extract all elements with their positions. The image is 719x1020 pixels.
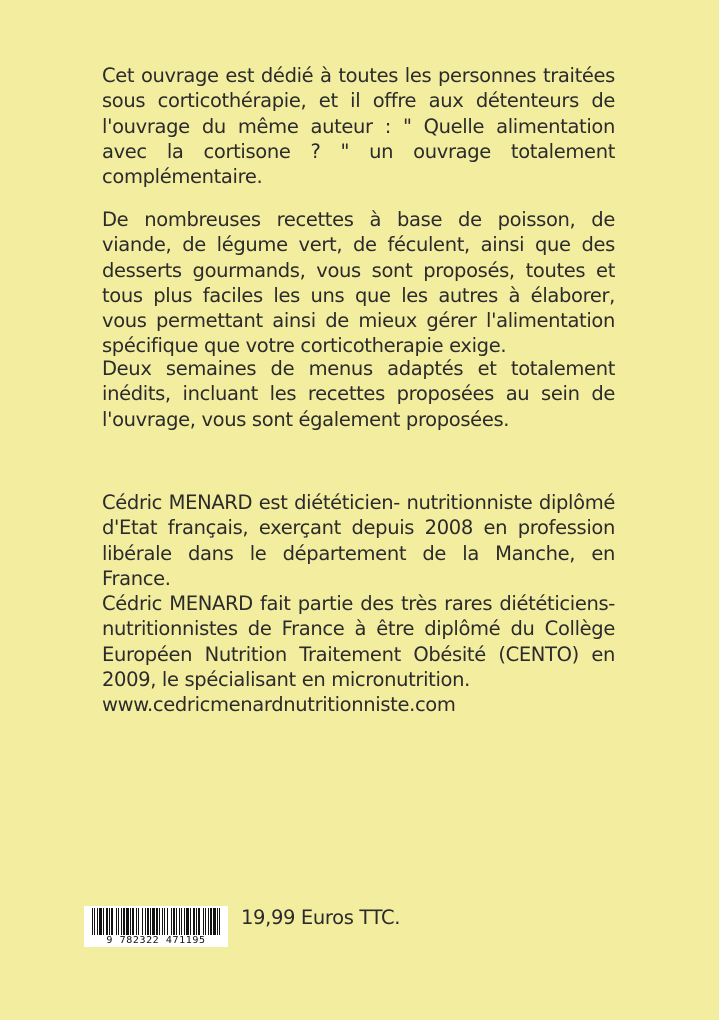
barcode-bar — [171, 908, 172, 935]
barcode-bar — [193, 908, 195, 935]
barcode-bar — [196, 908, 197, 935]
barcode-bar — [213, 908, 216, 935]
barcode-bar — [159, 908, 160, 935]
author-website: www.cedricmenardnutritionniste.com — [102, 693, 456, 717]
barcode-bar — [181, 908, 182, 935]
barcode-bar — [126, 908, 129, 935]
barcode-bar — [150, 908, 151, 935]
barcode-bar — [97, 908, 98, 935]
barcode-bar — [184, 908, 185, 935]
barcode-bar — [142, 908, 143, 935]
barcode-bar — [156, 908, 158, 935]
description-paragraph-3: Deux semaines de menus adaptés et totalement inédits, incluant les recettes proposées au sein de l'ouvrage, vous sont également proposées. — [102, 357, 615, 431]
isbn-number: 9 782322 471195 — [106, 935, 206, 946]
description-paragraph-2: De nombreuses recettes à base de poisson, de viande, de légume vert, de féculent, ainsi que des desserts gourmands, vous sont proposés, toutes et tous plus faciles les uns que les autres à élaborer, vous permettant ainsi de mieux gérer l'alimentation spécifique que votre corticotherapie exige. — [102, 208, 615, 358]
barcode-bar — [203, 908, 204, 935]
barcode-bar — [106, 908, 108, 935]
barcode-bar — [130, 908, 131, 935]
barcode-bar — [210, 908, 212, 935]
barcode-bar — [147, 908, 149, 935]
barcode-bar — [219, 908, 220, 935]
barcode-bar — [208, 908, 209, 935]
barcode-bar — [94, 908, 95, 935]
barcode-bar — [145, 908, 146, 935]
barcode-bar — [138, 908, 139, 935]
barcode-bar — [162, 908, 163, 935]
barcode-bar — [118, 908, 119, 935]
barcode-bar — [198, 908, 200, 935]
barcode-bar — [217, 908, 218, 935]
barcode-bar — [121, 908, 122, 935]
author-bio — [102, 490, 615, 718]
barcode-bars — [92, 908, 220, 935]
barcode-bar — [99, 908, 102, 935]
barcode-bar — [103, 908, 104, 935]
barcode-bar — [109, 908, 110, 935]
author-bio-line-1: Cédric MENARD est diététicien- nutritionniste diplômé d'Etat français, exerçant depuis 2008 en profession libérale dans le département de la Manche, en France. — [102, 491, 615, 590]
description-paragraph-1: Cet ouvrage est dédié à toutes les personnes traitées sous corticothérapie, et il offre aux détenteurs de l'ouvrage du même auteur : " Quelle alimentation avec la cortisone ? " un ouvrage totalement complémentaire. — [102, 64, 615, 189]
barcode-bar — [92, 908, 93, 935]
barcode-bar — [164, 908, 165, 935]
barcode-bar — [152, 908, 155, 935]
price-label: 19,99 Euros TTC. — [241, 906, 401, 929]
barcode-bar — [136, 908, 137, 935]
barcode-bar — [111, 908, 113, 935]
author-bio-line-2: Cédric MENARD fait partie des très rares diététiciens-nutritionnistes de France à être diplômé du Collège Européen Nutrition Traitement Obésité (CENTO) en 2009, le spécialisant en micronutrition. — [102, 592, 615, 692]
barcode-bar — [123, 908, 125, 935]
barcode-bar — [132, 908, 134, 935]
barcode-bar — [190, 908, 191, 935]
barcode-bar — [173, 908, 175, 935]
barcode-bar — [167, 908, 168, 935]
barcode-bar — [176, 908, 177, 935]
barcode-bar — [116, 908, 117, 935]
isbn-barcode — [84, 906, 228, 947]
barcode-bar — [205, 908, 206, 935]
barcode-bar — [179, 908, 180, 935]
barcode-bar — [186, 908, 189, 935]
